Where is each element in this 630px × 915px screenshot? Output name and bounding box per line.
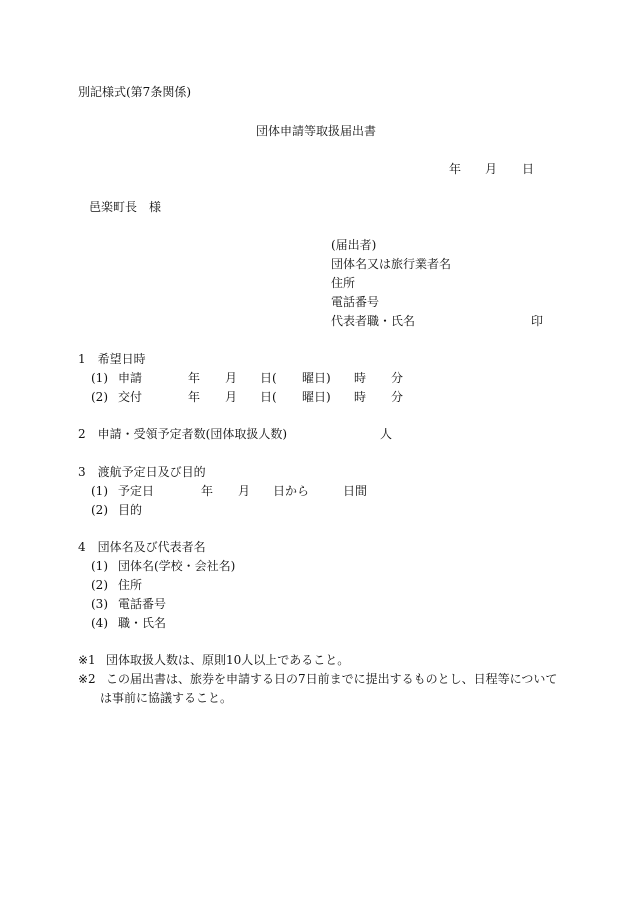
addressee: 邑楽町長 様: [89, 200, 162, 214]
day-label: 日(: [260, 371, 277, 385]
applicant-address-label: 住所: [331, 276, 356, 290]
date-month-label: 月: [485, 162, 498, 176]
item-label: 目的: [118, 503, 143, 517]
year-label: 年: [201, 484, 214, 498]
note1-text: 団体取扱人数は、原則10人以上であること。: [106, 653, 350, 667]
item-number: (1): [91, 559, 108, 573]
item-label: 住所: [118, 578, 143, 592]
applicant-org-name-label: 団体名又は旅行業者名: [331, 257, 452, 271]
item-number: (2): [91, 390, 108, 404]
date-year-label: 年: [449, 162, 462, 176]
applicant-representative-label: 代表者職・氏名: [331, 314, 416, 328]
item-label: 予定日: [118, 484, 155, 498]
item-number: (4): [91, 616, 108, 630]
date-day-label: 日: [522, 162, 535, 176]
section2-unit: 人: [380, 427, 393, 441]
item-number: (3): [91, 597, 108, 611]
item-label: 交付: [118, 390, 143, 404]
seal-mark: 印: [531, 314, 544, 328]
note2-mark: ※2: [78, 672, 96, 686]
minute-label: 分: [391, 390, 404, 404]
item-number: (1): [91, 371, 108, 385]
applicant-heading: (届出者): [331, 238, 377, 252]
year-label: 年: [188, 371, 201, 385]
section1-heading: 1 希望日時: [78, 352, 146, 366]
note2-text-line1: この届出書は、旅券を申請する日の7日前までに提出するものとし、日程等について: [106, 672, 558, 686]
section3-heading: 3 渡航予定日及び目的: [78, 465, 206, 479]
month-label: 月: [225, 390, 238, 404]
month-label: 月: [225, 371, 238, 385]
item-number: (2): [91, 503, 108, 517]
item-label: 電話番号: [118, 597, 167, 611]
item-label: 申請: [118, 371, 143, 385]
document-title: 団体申請等取扱届出書: [256, 124, 377, 138]
section4-heading: 4 団体名及び代表者名: [78, 540, 206, 554]
days-label: 日間: [343, 484, 368, 498]
year-label: 年: [188, 390, 201, 404]
applicant-phone-label: 電話番号: [331, 295, 380, 309]
item-number: (1): [91, 484, 108, 498]
month-label: 月: [238, 484, 251, 498]
day-label: 日(: [260, 390, 277, 404]
note2-text-line2: は事前に協議すること。: [100, 691, 233, 705]
note1-mark: ※1: [78, 653, 96, 667]
hour-label: 時: [354, 390, 367, 404]
weekday-label: 曜日): [302, 371, 331, 385]
section2-heading: 2 申請・受領予定者数(団体取扱人数): [78, 427, 287, 441]
form-reference: 別記様式(第7条関係): [78, 85, 191, 99]
weekday-label: 曜日): [302, 390, 331, 404]
item-label: 職・氏名: [118, 616, 167, 630]
item-label: 団体名(学校・会社名): [118, 559, 236, 573]
from-day-label: 日から: [273, 484, 310, 498]
hour-label: 時: [354, 371, 367, 385]
minute-label: 分: [391, 371, 404, 385]
item-number: (2): [91, 578, 108, 592]
